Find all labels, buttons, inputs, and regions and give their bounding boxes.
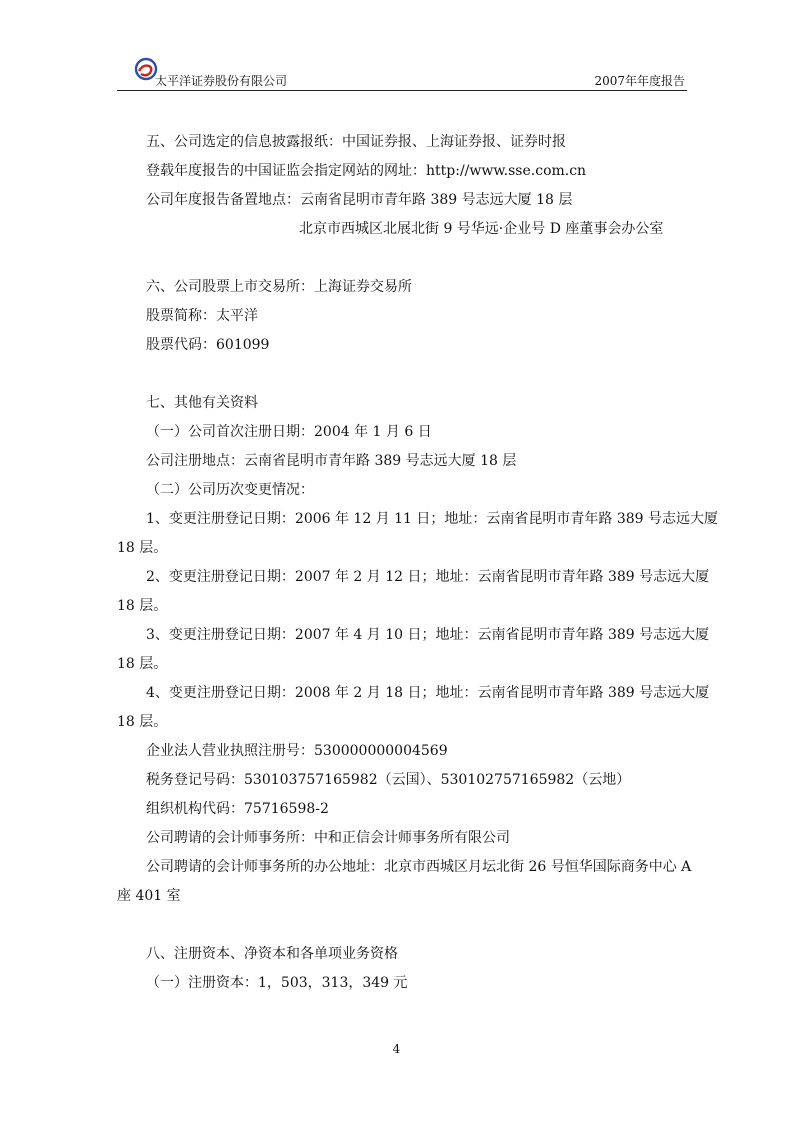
header-report-title: 2007年年度报告 (594, 74, 685, 88)
section-7-title: 七、其他有关资料 (146, 395, 258, 411)
change-item-4-cont: 18 层。 (117, 714, 168, 730)
section-6-stock-abbr: 股票简称：太平洋 (146, 308, 258, 324)
page-number: 4 (392, 1042, 401, 1056)
change-item-3: 3、变更注册登记日期：2007 年 4 月 10 日；地址：云南省昆明市青年路 389 号志远大厦 (146, 627, 710, 643)
header-company-name: 太平洋证券股份有限公司 (155, 74, 288, 88)
change-item-2-cont: 18 层。 (117, 598, 168, 614)
section-6-title: 六、公司股票上市交易所：上海证券交易所 (146, 279, 412, 295)
document-body (117, 128, 719, 998)
section-7-accountant: 公司聘请的会计师事务所：中和正信会计师事务所有限公司 (146, 830, 510, 846)
section-7-tax-no: 税务登记号码：530103757165982（云国）、530102757165982（云地） (146, 772, 631, 788)
change-item-2: 2、变更注册登记日期：2007 年 2 月 12 日；地址：云南省昆明市青年路 389 号志远大厦 (146, 569, 710, 585)
change-item-3-cont: 18 层。 (117, 656, 168, 672)
section-6-stock-code: 股票代码：601099 (146, 337, 270, 353)
section-8-reg-capital: （一）注册资本：1，503，313，349 元 (146, 975, 408, 991)
section-5-title: 五、公司选定的信息披露报纸：中国证券报、上海证券报、证券时报 (146, 134, 566, 150)
change-item-1-cont: 18 层。 (117, 540, 168, 556)
page-header (117, 54, 687, 91)
section-7-accountant-addr-cont: 座 401 室 (117, 888, 181, 904)
section-7-accountant-addr: 公司聘请的会计师事务所的办公地址：北京市西城区月坛北街 26 号恒华国际商务中心 A (146, 859, 692, 875)
change-item-1: 1、变更注册登记日期：2006 年 12 月 11 日；地址：云南省昆明市青年路 389 号志远大厦 (146, 511, 719, 527)
section-5-place-2: 北京市西城区北展北街 9 号华远·企业号 D 座董事会办公室 (299, 221, 664, 237)
change-item-4: 4、变更注册登记日期：2008 年 2 月 18 日；地址：云南省昆明市青年路 389 号志远大厦 (146, 685, 710, 701)
section-7-changes-title: （二）公司历次变更情况： (146, 482, 314, 498)
section-7-first-reg-date: （一）公司首次注册日期：2004 年 1 月 6 日 (146, 424, 432, 440)
section-5-website: 登载年度报告的中国证监会指定网站的网址：http://www.sse.com.cn (146, 163, 587, 179)
section-5-place-1: 公司年度报告备置地点：云南省昆明市青年路 389 号志远大厦 18 层 (146, 192, 573, 208)
section-7-reg-place: 公司注册地点：云南省昆明市青年路 389 号志远大厦 18 层 (146, 453, 517, 469)
section-7-org-code: 组织机构代码：75716598-2 (146, 801, 329, 817)
section-7-license-no: 企业法人营业执照注册号：530000000004569 (146, 743, 448, 759)
section-8-title: 八、注册资本、净资本和各单项业务资格 (146, 946, 398, 962)
